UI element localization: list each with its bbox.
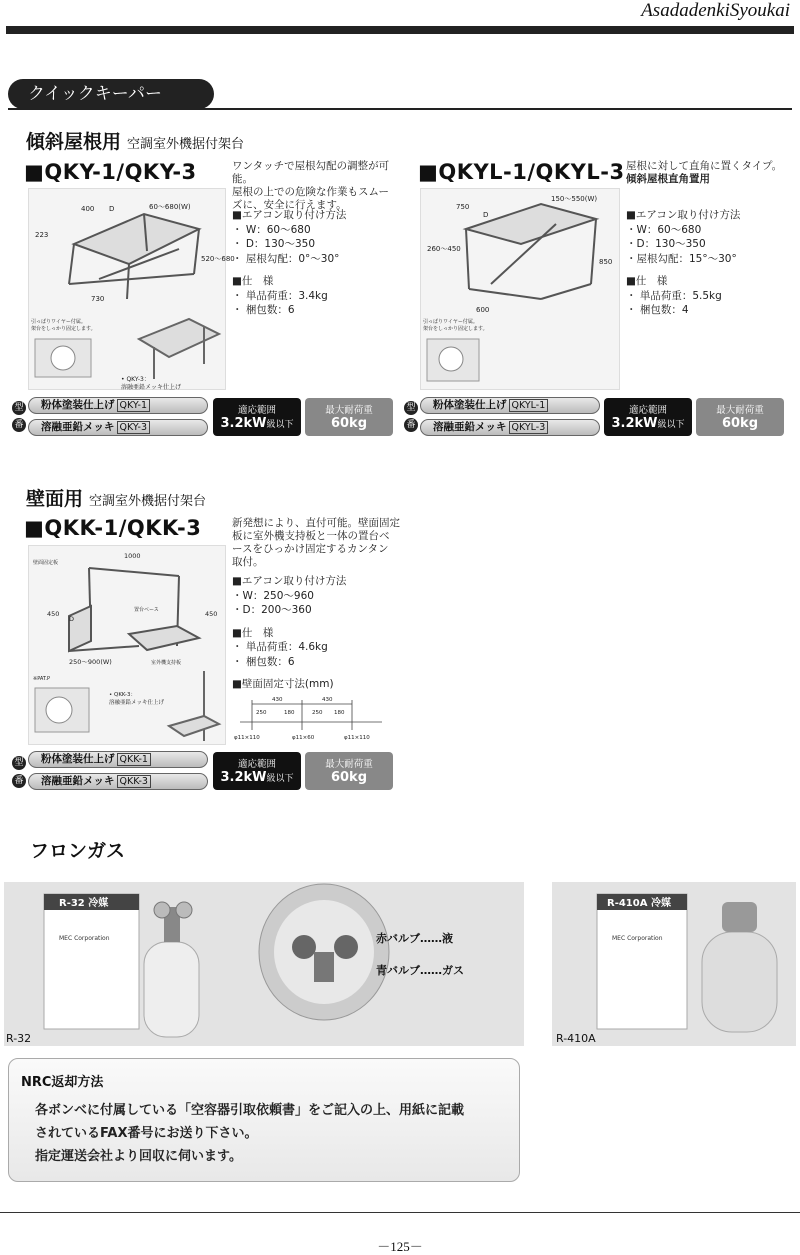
desc-line: 屋根の上での危険な作業もスムー xyxy=(232,186,389,198)
specs-qky xyxy=(232,208,346,318)
r410a-illustration xyxy=(552,882,796,1046)
load-label: 最大耐荷重 xyxy=(716,405,764,416)
dim-label: 壁面固定板 xyxy=(33,560,59,566)
range-suffix: 級以下 xyxy=(266,774,294,784)
spec-heading: ■仕 様 xyxy=(626,275,668,287)
spec-line: ・ 単品荷重：3.4kg xyxy=(232,289,328,302)
page-number: －125－ xyxy=(377,1239,423,1254)
spec-line: ・ 屋根勾配：0°～30° xyxy=(232,252,340,265)
dim-label: D xyxy=(109,205,115,213)
spec-line: ・ 単品荷重：4.6kg xyxy=(232,641,328,653)
type-badge: 番 xyxy=(12,418,26,432)
finish-code: QKYL-3 xyxy=(509,421,549,434)
load-value: 60kg xyxy=(721,416,759,431)
dim-label: 430 xyxy=(272,697,283,703)
range-value: 3.2kW xyxy=(220,770,267,785)
section-title: 傾斜屋根用 xyxy=(26,131,122,153)
r410a-box-label: R-410A 冷媒 xyxy=(607,898,671,909)
dim-label: D xyxy=(69,615,75,623)
section-subtitle: 空調室外機据付架台 xyxy=(127,137,245,152)
note: 引っぱりワイヤー付属。 xyxy=(31,319,86,325)
dim-label: 室外機支持板 xyxy=(151,660,182,666)
dim-label: 730 xyxy=(91,295,105,303)
dim-label: 250 xyxy=(256,710,267,716)
spec-line: ・ D：130～350 xyxy=(232,238,316,250)
spec-line: ・ 梱包数：6 xyxy=(232,304,295,316)
bracket-drawing xyxy=(421,189,621,391)
note: ※PAT.P xyxy=(33,676,50,682)
load-box-qkyl xyxy=(696,398,784,436)
spec-line: ・ 単品荷重：5.5kg xyxy=(626,289,722,302)
spec-line: ・D：200～360 xyxy=(232,604,312,616)
range-value: 3.2kW xyxy=(220,416,267,431)
dim-label: 430 xyxy=(322,697,333,703)
brand-label: MEC Corporation xyxy=(612,935,663,942)
finish-label: 溶融亜鉛メッキ xyxy=(41,775,115,787)
spec-line: ・D：130～350 xyxy=(626,238,706,250)
spec-line: ・ 梱包数：6 xyxy=(232,655,295,668)
nrc-box xyxy=(8,1058,520,1182)
spec-line: ・ W：60～680 xyxy=(232,223,311,236)
desc-line: ズに、安全に行えます。 xyxy=(232,199,347,211)
dim-label: 60～680(W) xyxy=(149,203,191,211)
section-title-slope xyxy=(26,127,244,154)
load-value: 60kg xyxy=(330,770,368,785)
load-label: 最大耐荷重 xyxy=(325,405,373,416)
finish-label: 溶融亜鉛メッキ xyxy=(41,421,115,433)
dim-label: 180 xyxy=(284,710,295,716)
note: 架台をしっかり固定します。 xyxy=(31,326,96,332)
spec-heading: ■仕 様 xyxy=(232,275,274,287)
range-label: 適応範囲 xyxy=(628,405,667,416)
note: 溶融亜鉛メッキ仕上げ xyxy=(109,700,165,706)
desc-qkk xyxy=(232,517,404,569)
dim-label: 180 xyxy=(334,710,345,716)
dim-label: D xyxy=(483,211,489,219)
load-value: 60kg xyxy=(330,416,368,431)
spec-line: ・W：250～960 xyxy=(232,589,314,602)
finish-powder-qkk xyxy=(28,751,208,768)
range-suffix: 級以下 xyxy=(657,420,685,430)
finish-powder-qky xyxy=(28,397,208,414)
type-badge: 番 xyxy=(12,774,26,788)
r32-label: R-32 xyxy=(6,1032,32,1045)
load-box-qky xyxy=(305,398,393,436)
spec-heading: ■エアコン取り付け方法 xyxy=(232,209,347,221)
type-badge: 番 xyxy=(404,418,418,432)
wall-fixing-diagram xyxy=(232,692,392,742)
diagram-qkyl xyxy=(420,188,620,390)
section-title-wall xyxy=(26,484,206,511)
range-label: 適応範囲 xyxy=(237,405,276,416)
section-subtitle: 空調室外機据付架台 xyxy=(89,494,207,509)
finish-code: QKY-3 xyxy=(117,421,151,434)
r32-box-label: R-32 冷媒 xyxy=(59,898,109,909)
spec-line: ・ 梱包数：4 xyxy=(626,304,689,316)
spec-heading: ■仕 様 xyxy=(232,626,274,639)
dim-label: φ11×60 xyxy=(292,735,315,741)
spec-line: ・屋根勾配：15°～30° xyxy=(626,252,737,265)
nrc-line: 指定運送会社より回収に伺います。 xyxy=(35,1149,242,1164)
note: 引っぱりワイヤー付属。 xyxy=(423,319,478,325)
desc-line: 屋根に対して直角に置くタイプ。 xyxy=(626,160,783,172)
spec-heading: ■エアコン取り付け方法 xyxy=(626,209,741,221)
spec-line: ・W：60～680 xyxy=(626,223,702,236)
desc-line: ワンタッチで屋根勾配の調整が可能。 xyxy=(232,160,390,185)
spec-heading: ■エアコン取り付け方法 xyxy=(232,575,347,587)
footer-rule xyxy=(0,1212,800,1213)
dim-label: 600 xyxy=(476,306,490,314)
dim-label: φ11×110 xyxy=(344,735,370,741)
dim-label: φ11×110 xyxy=(234,735,260,741)
category-rule xyxy=(8,108,792,110)
diagram-qkk xyxy=(28,545,226,745)
model-qkyl: ■QKYL-1/QKYL-3 xyxy=(418,160,625,184)
model-qkk: ■QKK-1/QKK-3 xyxy=(24,516,202,540)
valve-red-label: 赤バルブ……液 xyxy=(376,932,453,945)
range-label: 適応範囲 xyxy=(237,759,276,770)
type-badge: 型 xyxy=(12,756,26,770)
bracket-drawing xyxy=(29,546,227,746)
dim-label: 置台ベース xyxy=(134,607,159,613)
nrc-title: NRC返却方法 xyxy=(21,1075,104,1090)
model-qky: ■QKY-1/QKY-3 xyxy=(24,160,197,184)
dim-label: 260～450 xyxy=(427,245,461,253)
desc-line: 板に室外機支持板と一体の置台ベ xyxy=(232,530,390,542)
r410a-label: R-410A xyxy=(556,1032,596,1045)
diagram-qky xyxy=(28,188,235,391)
range-suffix: 級以下 xyxy=(266,420,294,430)
finish-label: 粉体塗装仕上げ xyxy=(41,753,115,765)
nrc-line: 各ボンベに付属している「空容器引取依頼書」をご記入の上、用紙に記載 xyxy=(35,1103,465,1118)
note: 溶融亜鉛メッキ仕上げ xyxy=(121,384,182,391)
note: 架台をしっかり固定します。 xyxy=(423,326,488,332)
range-value: 3.2kW xyxy=(611,416,658,431)
finish-code: QKK-3 xyxy=(117,775,151,788)
nrc-line: されているFAX番号にお送り下さい。 xyxy=(35,1126,258,1141)
finish-code: QKY-1 xyxy=(117,399,151,412)
header-rule xyxy=(6,26,794,34)
finish-code: QKYL-1 xyxy=(509,399,549,412)
spec-heading: ■壁面固定寸法(mm) xyxy=(232,678,334,690)
gas-title: フロンガス xyxy=(30,840,126,862)
finish-galvanized-qkyl xyxy=(420,419,600,436)
r410a-panel xyxy=(552,882,796,1046)
bracket-drawing xyxy=(29,189,235,391)
load-label: 最大耐荷重 xyxy=(325,759,373,770)
desc-qky xyxy=(232,160,410,212)
specs-qkk xyxy=(232,574,346,692)
dim-label: 400 xyxy=(81,205,95,213)
dim-label: 750 xyxy=(456,203,470,211)
dim-label: 250～900(W) xyxy=(69,658,112,666)
specs-qkyl xyxy=(626,208,740,318)
desc-line: ースをひっかけ固定するカンタン xyxy=(232,543,389,555)
section-title: 壁面用 xyxy=(26,488,84,510)
finish-label: 粉体塗装仕上げ xyxy=(433,399,507,411)
brand-label: MEC Corporation xyxy=(59,935,110,942)
range-box-qky xyxy=(213,398,301,436)
finish-galvanized-qkk xyxy=(28,773,208,790)
category-title: クイックキーパー xyxy=(8,79,214,109)
r32-illustration xyxy=(4,882,524,1046)
dim-label: 250 xyxy=(312,710,323,716)
desc-qkyl xyxy=(626,160,782,186)
dim-label: 450 xyxy=(205,610,218,618)
note: • QKK-3： xyxy=(109,692,136,698)
desc-line: 取付。 xyxy=(232,556,264,568)
dim-label: 150～550(W) xyxy=(551,195,598,203)
desc-bold: 傾斜屋根直角置用 xyxy=(626,173,710,185)
dim-label: 223 xyxy=(35,231,49,239)
finish-code: QKK-1 xyxy=(117,753,151,766)
finish-galvanized-qky xyxy=(28,419,208,436)
r32-panel xyxy=(4,882,524,1046)
type-badge: 型 xyxy=(404,401,418,415)
dim-label: 450 xyxy=(47,610,60,618)
dim-label: 1000 xyxy=(124,552,141,560)
finish-label: 粉体塗装仕上げ xyxy=(41,399,115,411)
type-badge: 型 xyxy=(12,401,26,415)
valve-blue-label: 青バルブ……ガス xyxy=(376,964,464,977)
dim-label: 850 xyxy=(599,258,613,266)
range-box-qkyl xyxy=(604,398,692,436)
finish-powder-qkyl xyxy=(420,397,600,414)
note: • QKY-3： xyxy=(121,376,150,383)
brand-name: AsadadenkiSyoukai xyxy=(641,0,790,21)
dim-label: 520～680 xyxy=(201,255,235,263)
load-box-qkk xyxy=(305,752,393,790)
finish-label: 溶融亜鉛メッキ xyxy=(433,421,507,433)
range-box-qkk xyxy=(213,752,301,790)
desc-line: 新発想により、直付可能。壁面固定 xyxy=(232,517,400,529)
